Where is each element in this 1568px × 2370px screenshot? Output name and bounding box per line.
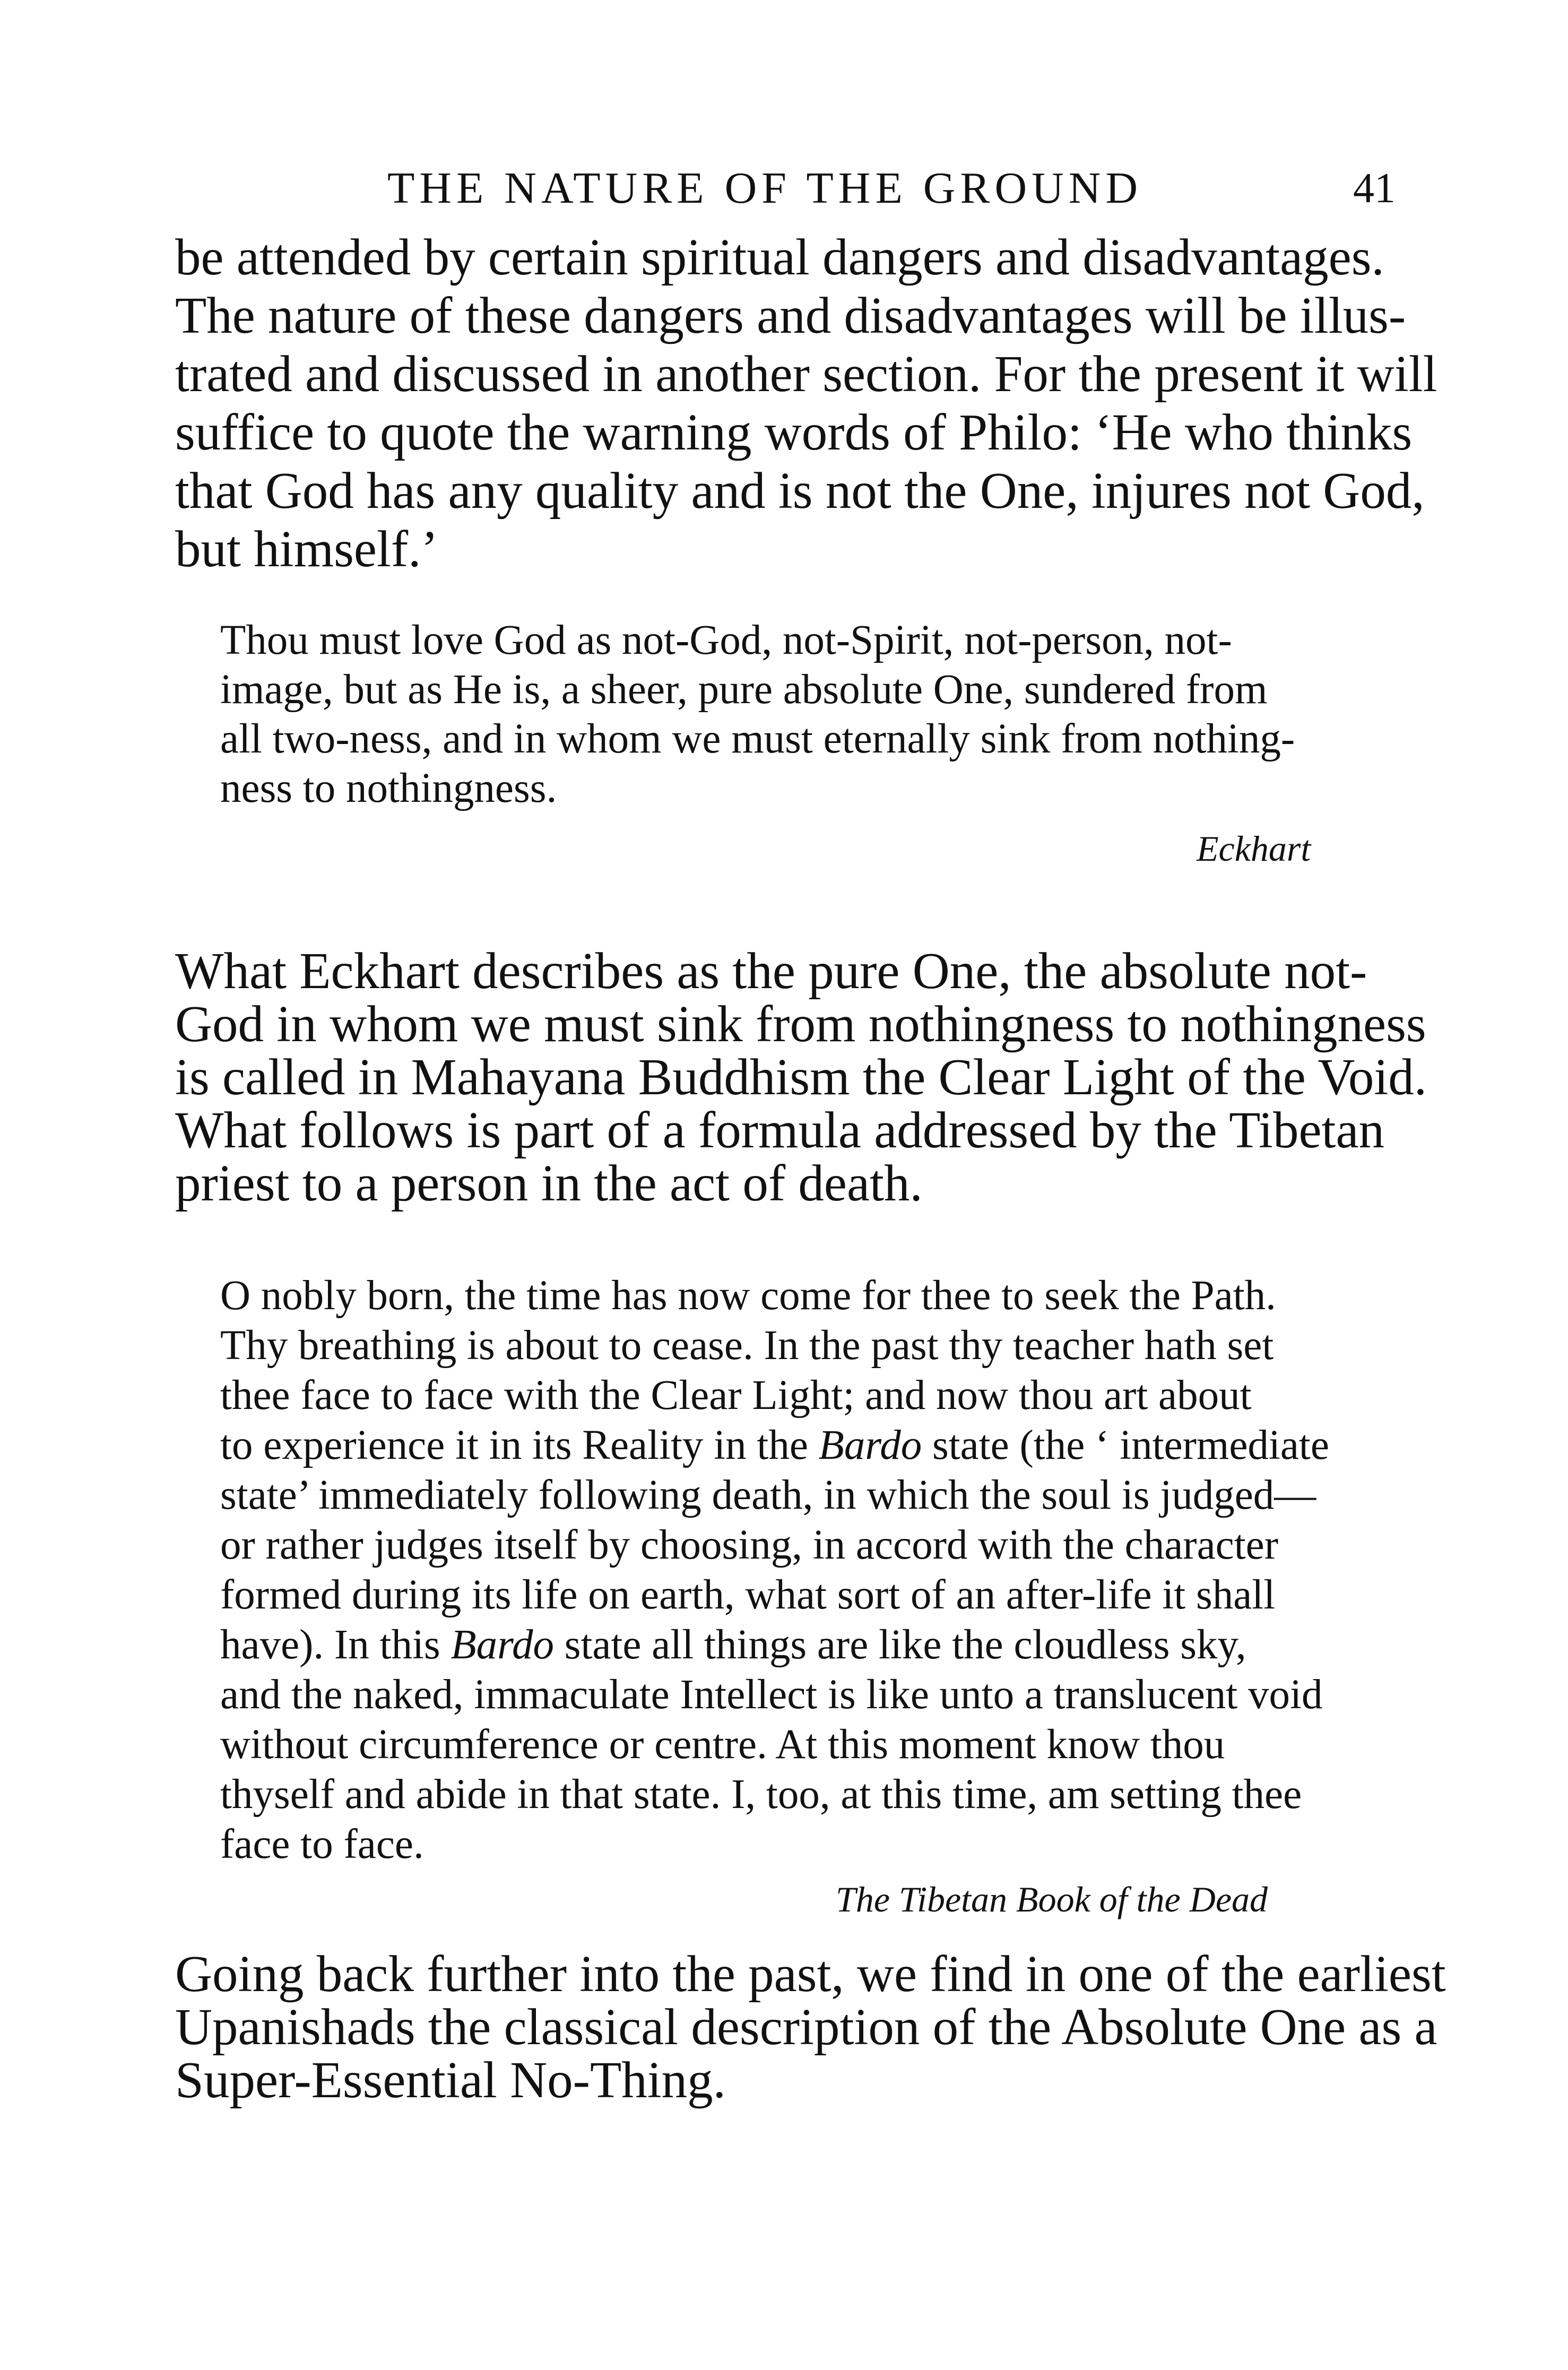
paragraph-line: suffice to quote the warning words of Philo: ‘He who thinks <box>175 404 1413 461</box>
paragraph-line: Super-Essential No-Thing. <box>175 2052 726 2108</box>
quote-line: thee face to face with the Clear Light; and now thou art about <box>220 1372 1252 1418</box>
quote-line: and the naked, immaculate Intellect is like unto a translucent void <box>220 1672 1323 1718</box>
paragraph-2 <box>175 942 1427 1239</box>
quote-line: Thou must love God as not-God, not-Spirit, not-person, not- <box>220 617 1232 663</box>
quote-line: without circumference or centre. At this moment know thou <box>220 1722 1225 1768</box>
quote-attribution: Eckhart <box>1197 828 1311 869</box>
quote-text: state all things are like the cloudless sky, <box>553 1622 1246 1668</box>
quote-line: ness to nothingness. <box>220 765 557 811</box>
quote-text: have). In this <box>220 1622 451 1668</box>
quote-line: formed during its life on earth, what sort of an after-life it shall <box>220 1572 1276 1618</box>
quote-text: state (the ‘ intermediate <box>922 1422 1329 1468</box>
quote-line: all two-ness, and in whom we must eternally sink from nothing- <box>220 716 1295 762</box>
quote-line: state’ immediately following death, in which the soul is judged— <box>220 1472 1316 1518</box>
paragraph-line: Upanishads the classical description of the Absolute One as a <box>175 1999 1437 2055</box>
quote-line <box>220 1421 1329 1470</box>
page-number: 41 <box>1353 165 1396 212</box>
paragraph-line: priest to a person in the act of death. <box>175 1155 923 1212</box>
paragraph-line: is called in Mahayana Buddhism the Clear Light of the Void. <box>175 1049 1427 1105</box>
paragraph-line: What Eckhart describes as the pure One, the absolute not- <box>175 942 1367 999</box>
quote-text: to experience it in its Reality in the <box>220 1422 819 1468</box>
paragraph-line: trated and discussed in another section. For the present it will <box>175 345 1437 402</box>
paragraph-line: What follows is part of a formula addressed by the Tibetan <box>175 1102 1385 1158</box>
paragraph-line: but himself.’ <box>175 521 438 577</box>
quote-line: O nobly born, the time has now come for thee to seek the Path. <box>220 1273 1276 1319</box>
paragraph-3 <box>175 1945 1446 2120</box>
quote-line: or rather judges itself by choosing, in accord with the character <box>220 1522 1279 1568</box>
quote-line: image, but as He is, a sheer, pure absolute One, sundered from <box>220 667 1268 713</box>
tibetan-quote <box>220 1271 1377 1881</box>
quote-attribution: The Tibetan Book of the Dead <box>836 1879 1268 1919</box>
quote-line: Thy breathing is about to cease. In the past thy teacher hath set <box>220 1322 1274 1369</box>
bardo-term: Bardo <box>451 1622 554 1668</box>
paragraph-line: be attended by certain spiritual dangers and disadvantages. <box>175 229 1384 286</box>
paragraph-line: The nature of these dangers and disadvantages will be illus- <box>175 287 1406 344</box>
bardo-term: Bardo <box>818 1422 922 1468</box>
paragraph-line: Going back further into the past, we find in one of the earliest <box>175 1945 1446 2002</box>
quote-line <box>220 1620 1246 1670</box>
paragraph-line: God in whom we must sink from nothingness to nothingness <box>175 996 1426 1052</box>
running-head <box>175 159 1396 218</box>
running-title: THE NATURE OF THE GROUND <box>387 163 1143 213</box>
paragraph-line: that God has any quality and is not the One, injures not God, <box>175 462 1425 519</box>
paragraph-1 <box>175 228 1437 589</box>
quote-line: face to face. <box>220 1821 424 1867</box>
quote-line: thyself and abide in that state. I, too, at this time, am setting thee <box>220 1771 1302 1818</box>
